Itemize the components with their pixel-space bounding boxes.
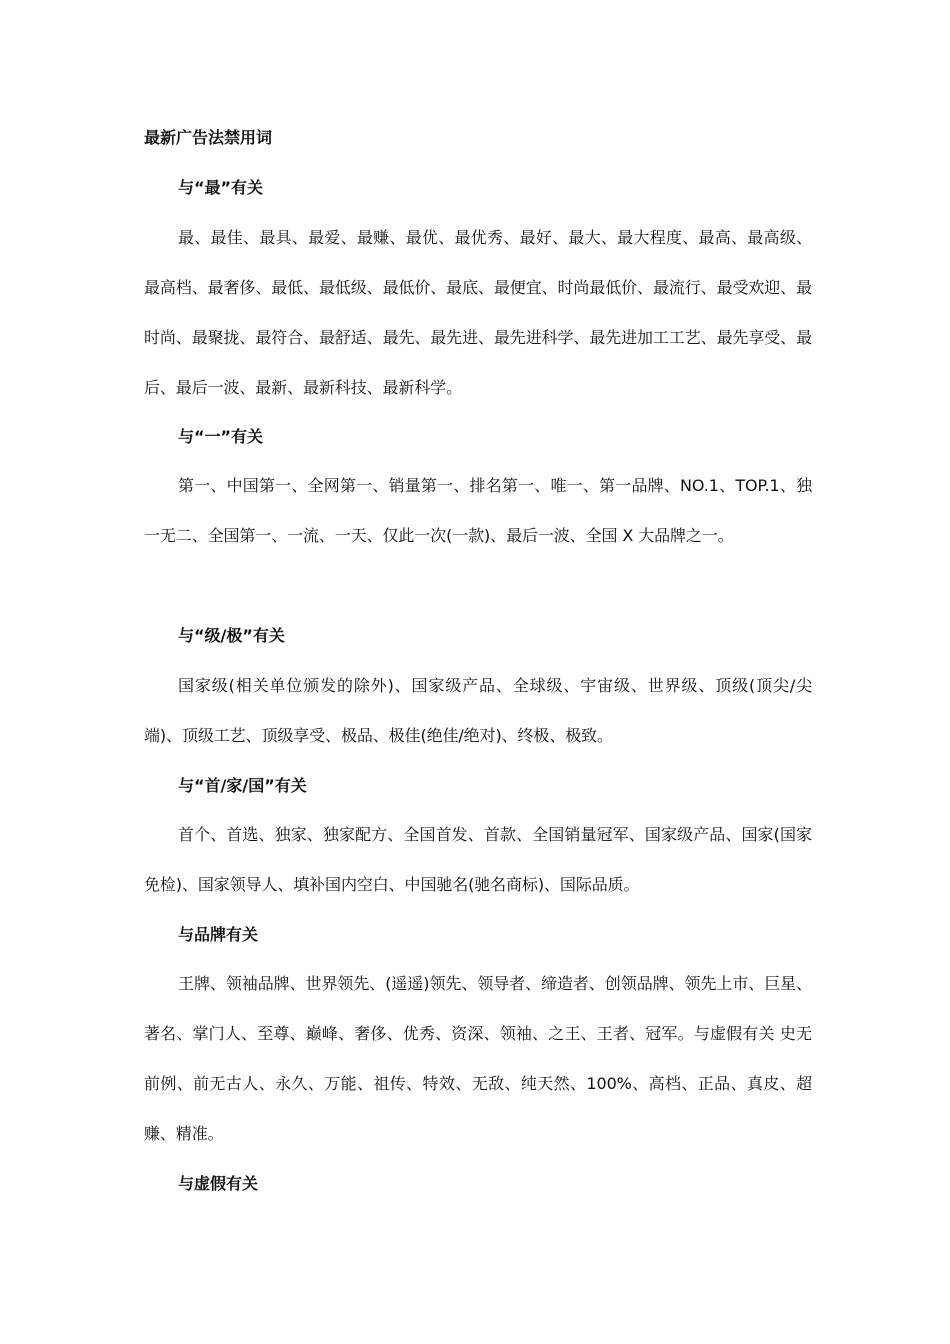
document-title: 最新广告法禁用词 — [144, 128, 273, 147]
section-heading-zui: 与“最”有关 — [178, 178, 264, 197]
section-body-yi: 第一、中国第一、全网第一、销量第一、排名第一、唯一、第一品牌、NO.1、TOP.1、独一无二、全国第一、一流、一天、仅此一次(一款)、最后一波、全国 X 大品牌之一。 — [144, 476, 812, 545]
section-body-shou-jia-guo: 首个、首选、独家、独家配方、全国首发、首款、全国销量冠军、国家级产品、国家(国家免检)、国家领导人、填补国内空白、中国驰名(驰名商标)、国际品质。 — [144, 825, 812, 894]
section-heading-false: 与虚假有关 — [178, 1174, 259, 1193]
section-body-ji: 国家级(相关单位颁发的除外)、国家级产品、全球级、宇宙级、世界级、顶级(顶尖/尖端)、顶级工艺、顶级享受、极品、极佳(绝佳/绝对)、终极、极致。 — [144, 676, 812, 745]
section-heading-brand: 与品牌有关 — [178, 925, 259, 944]
section-body-zui: 最、最佳、最具、最爱、最赚、最优、最优秀、最好、最大、最大程度、最高、最高级、最高档、最奢侈、最低、最低级、最低价、最底、最便宜、时尚最低价、最流行、最受欢迎、最时尚、最聚拢、最符合、最舒适、最先、最先进、最先进科学、最先进加工工艺、最先享受、最后、最后一波、最新、最新科技、最新科学。 — [144, 228, 812, 397]
section-body-brand: 王牌、领袖品牌、世界领先、(遥遥)领先、领导者、缔造者、创领品牌、领先上市、巨星、著名、掌门人、至尊、巅峰、奢侈、优秀、资深、领袖、之王、王者、冠军。与虚假有关 史无前例、前无古人、永久、万能、祖传、特效、无敌、纯天然、100%、高档、正品、真皮、超赚、精准。 — [144, 974, 812, 1143]
section-heading-shou-jia-guo: 与“首/家/国”有关 — [178, 776, 307, 795]
section-heading-yi: 与“一”有关 — [178, 427, 264, 446]
section-heading-ji: 与“级/极”有关 — [178, 626, 285, 645]
